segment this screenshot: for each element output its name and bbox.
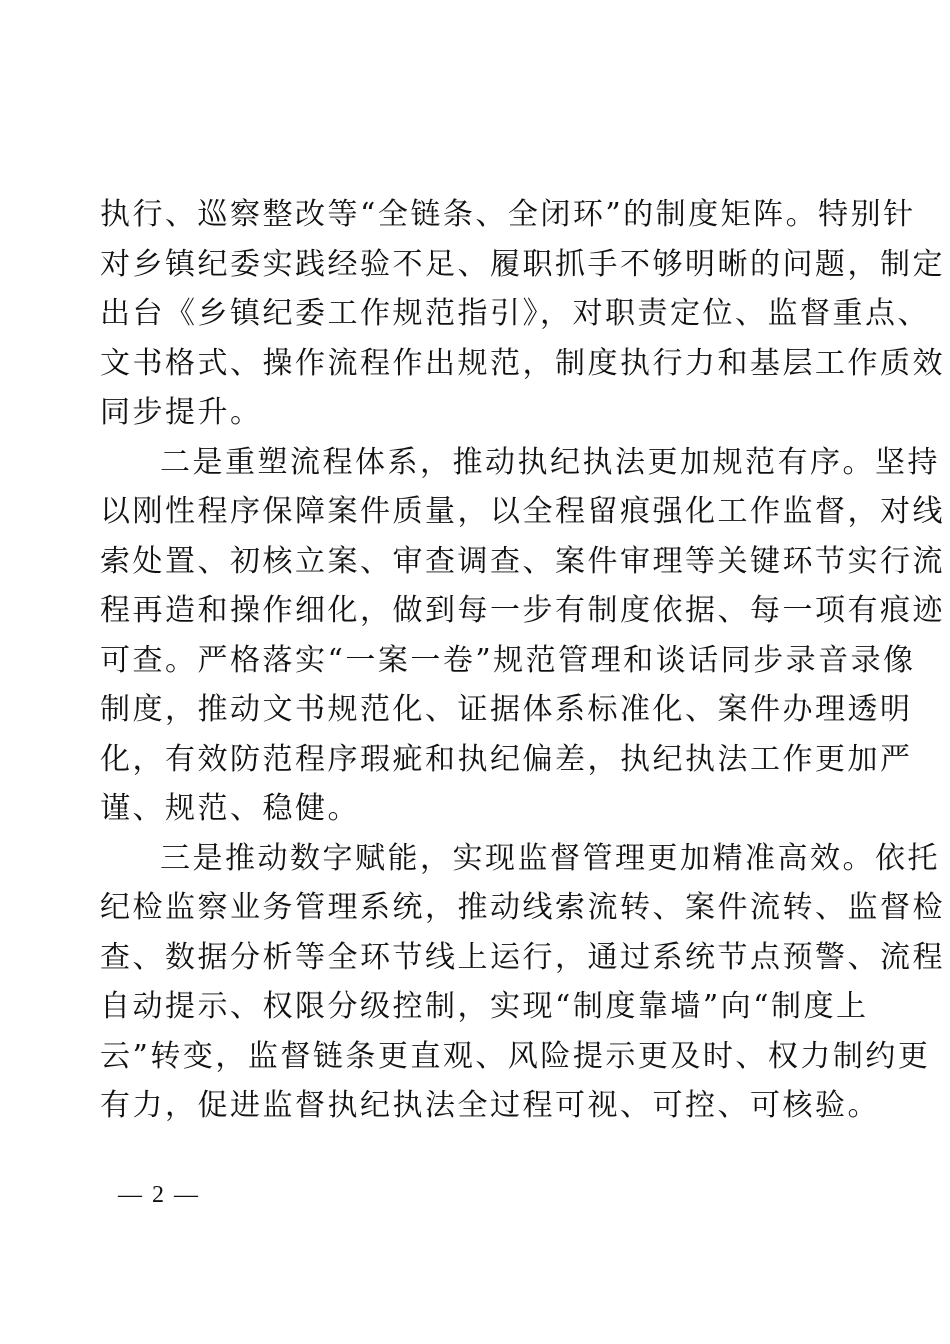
text-line: 云”转变，监督链条更直观、风险提示更及时、权力制约更 bbox=[100, 1038, 931, 1074]
text-line: 出台《乡镇纪委工作规范指引》，对职责定位、监督重点、 bbox=[100, 296, 930, 331]
text-line: 执行、巡察整改等“全链条、全闭环”的制度矩阵。特别针 bbox=[100, 197, 916, 232]
text-line: 文书格式、操作流程作出规范，制度执行力和基层工作质效 bbox=[100, 345, 945, 381]
text-line: 对乡镇纪委实践经验不足、履职抓手不够明晰的问题，制定 bbox=[100, 246, 945, 282]
text-line: 自动提示、权限分级控制，实现“制度靠墙”向“制度上 bbox=[100, 989, 869, 1024]
text-line: 化，有效防范程序瑕疵和执纪偏差，执纪执法工作更加严 bbox=[100, 741, 913, 777]
paragraph-heading-line: 三是推动数字赋能，实现监督管理更加精准高效。依托 bbox=[160, 840, 940, 876]
paragraph-heading-line: 二是重塑流程体系，推动执纪执法更加规范有序。坚持 bbox=[160, 444, 940, 480]
text-line: 查、数据分析等全环节线上运行，通过系统节点预警、流程 bbox=[100, 939, 945, 975]
text-line: 同步提升。 bbox=[100, 395, 263, 430]
text-line: 可查。严格落实“一案一卷”规范管理和谈话同步录音录像 bbox=[100, 642, 916, 678]
body-text bbox=[100, 190, 945, 1131]
text-line: 纪检监察业务管理系统，推动线索流转、案件流转、监督检 bbox=[100, 890, 945, 925]
text-line: 有力，促进监督执纪执法全过程可视、可控、可核验。 bbox=[100, 1088, 880, 1123]
page-number: — 2 — bbox=[118, 1182, 200, 1208]
text-line: 程再造和操作细化，做到每一步有制度依据、每一项有痕迹 bbox=[100, 593, 945, 628]
text-line: 以刚性程序保障案件质量，以全程留痕强化工作监督，对线 bbox=[100, 494, 945, 529]
text-line: 索处置、初核立案、审查调查、案件审理等关键环节实行流 bbox=[100, 543, 945, 579]
text-line: 谨、规范、稳健。 bbox=[100, 791, 360, 826]
text-line: 制度，推动文书规范化、证据体系标准化、案件办理透明 bbox=[100, 692, 913, 727]
